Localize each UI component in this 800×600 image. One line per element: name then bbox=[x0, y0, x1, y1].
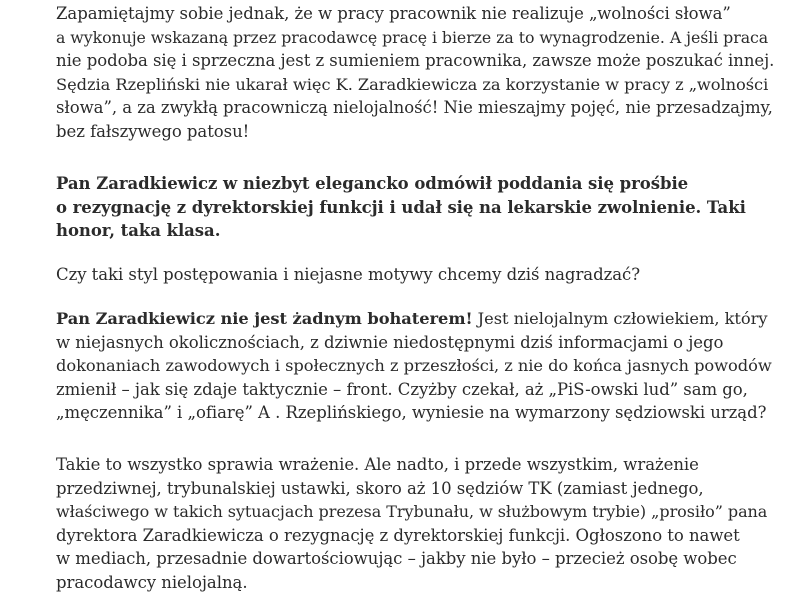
lead-rest-text: Jest nielojalnym człowiekiem, który bbox=[472, 309, 768, 328]
text-line: właściwego w takich sytuacjach prezesa Trybunału, w służbowym trybie) „prosiło” pana bbox=[56, 502, 768, 522]
text-line: dyrektora Zaradkiewicza o rezygnację z dyrektorskiej funkcji. Ogłoszono to nawet bbox=[56, 525, 740, 545]
paragraph-4 bbox=[56, 307, 776, 425]
text-line: bez fałszywego patosu! bbox=[56, 121, 250, 141]
text-line-lead bbox=[56, 307, 776, 331]
text-line: Pan Zaradkiewicz w niezbyt elegancko odmówił poddania się prośbie bbox=[56, 174, 689, 193]
paragraph-2-bold bbox=[56, 172, 776, 243]
text-line: Sędzia Rzepliński nie ukarał więc K. Zaradkiewicza za korzystanie w pracy z „wolności bbox=[56, 74, 769, 94]
text-line: słowa”, a za zwykłą pracowniczą nielojalność! Nie mieszajmy pojęć, nie przesadzajmy, bbox=[56, 98, 773, 118]
text-line: a wykonuje wskazaną przez pracodawcę pracę i bierze za to wynagrodzenie. A jeśli praca bbox=[56, 27, 769, 47]
text-line: Czy taki styl postępowania i niejasne motywy chcemy dziś nagradzać? bbox=[56, 265, 640, 284]
text-line: o rezygnację z dyrektorskiej funkcji i udał się na lekarskie zwolnienie. Taki bbox=[56, 197, 746, 217]
text-line: Takie to wszystko sprawia wrażenie. Ale nadto, i przede wszystkim, wrażenie bbox=[56, 455, 699, 474]
text-line: w niejasnych okolicznościach, z dziwnie niedostępnymi dziś informacjami o jego bbox=[56, 332, 724, 352]
text-line: zmienił – jak się zdaje taktycznie – front. Czyżby czekał, aż „PiS-owski lud” sam go, bbox=[56, 379, 748, 399]
text-line: dokonaniach zawodowych i społecznych z przeszłości, z nie do końca jasnych powodów bbox=[56, 356, 772, 376]
text-line: honor, taka klasa. bbox=[56, 221, 221, 241]
paragraph-5 bbox=[56, 453, 776, 595]
text-line: przedziwnej, trybunalskiej ustawki, skoro aż 10 sędziów TK (zamiast jednego, bbox=[56, 478, 704, 498]
text-line: pracodawcy nielojalną. bbox=[56, 572, 248, 592]
paragraph-1 bbox=[56, 2, 776, 144]
text-line: nie podoba się i sprzeczna jest z sumieniem pracownika, zawsze może poszukać innej. bbox=[56, 51, 775, 71]
lead-bold-text: Pan Zaradkiewicz nie jest żadnym bohaterem! bbox=[56, 309, 473, 328]
paragraph-3 bbox=[56, 263, 776, 287]
text-line: „męczennika” i „ofiarę” A . Rzeplińskiego, wyniesie na wymarzony sędziowski urząd? bbox=[56, 403, 767, 423]
text-line: w mediach, przesadnie dowartościowując – jakby nie było – przecież osobę wobec bbox=[56, 549, 737, 569]
text-line: Zapamiętajmy sobie jednak, że w pracy pracownik nie realizuje „wolności słowa” bbox=[56, 4, 731, 23]
